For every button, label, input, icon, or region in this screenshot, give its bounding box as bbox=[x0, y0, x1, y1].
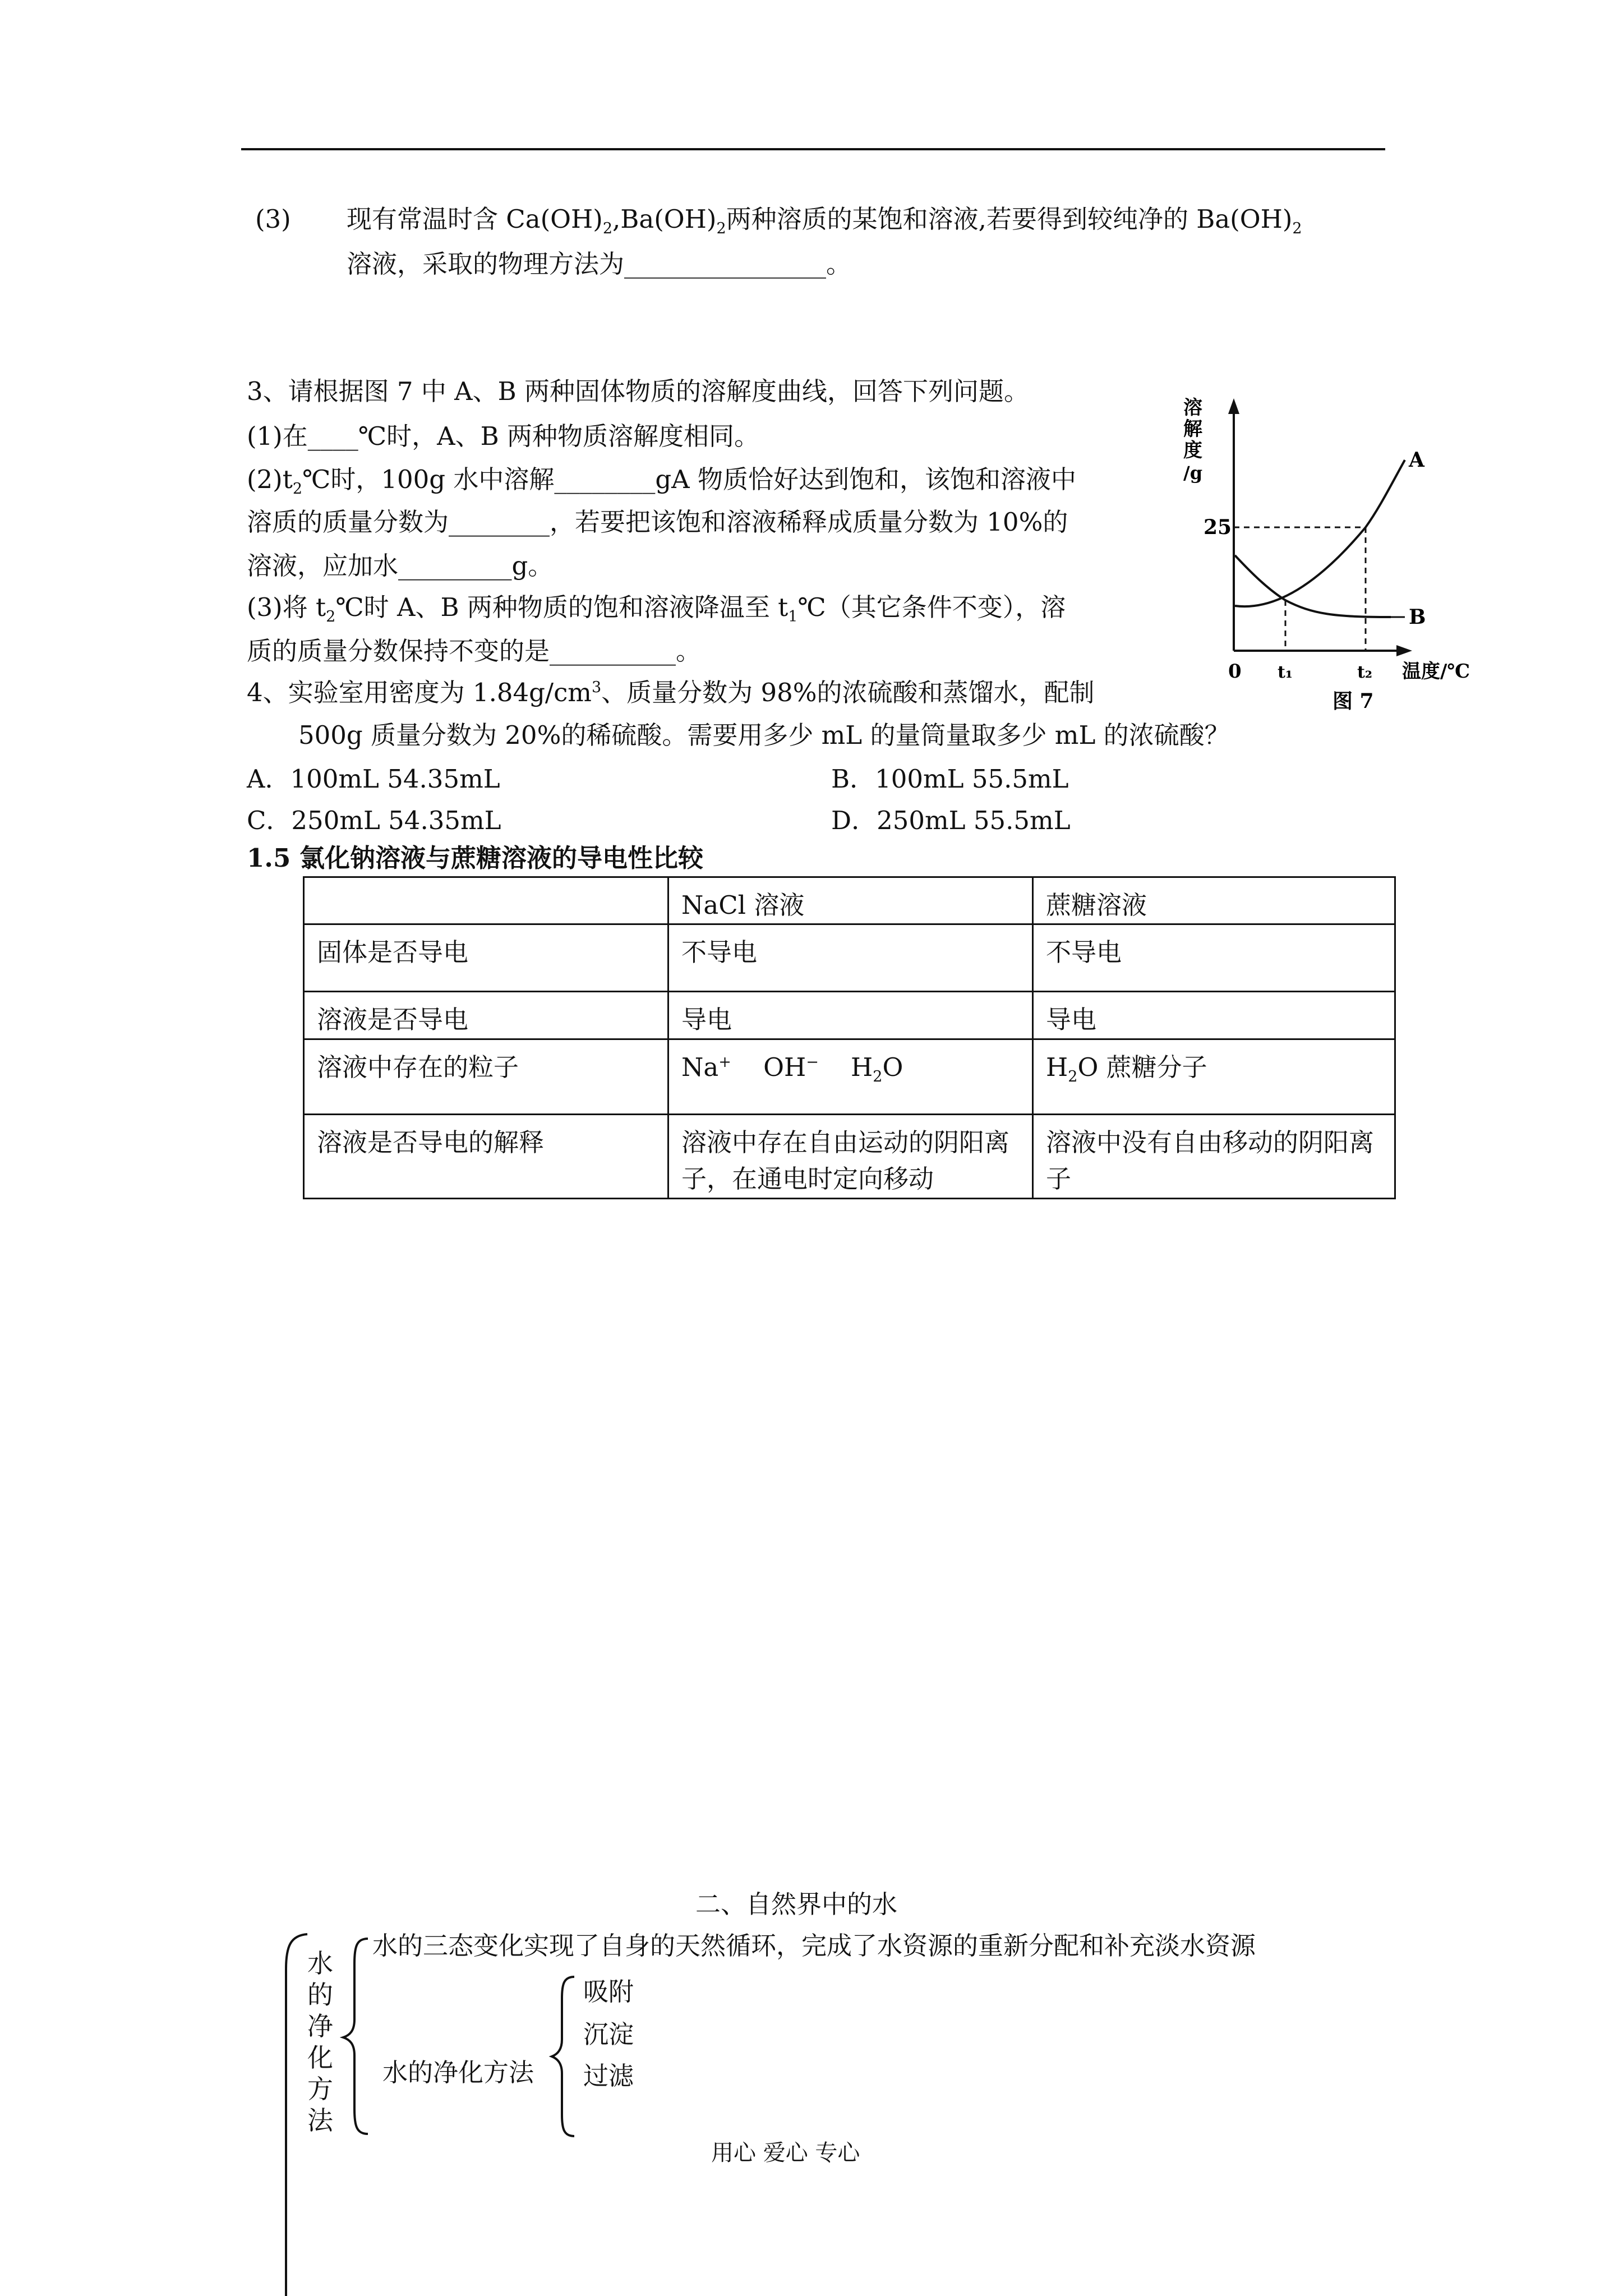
x-axis-arrow bbox=[1396, 645, 1412, 656]
table-row bbox=[304, 1039, 1395, 1114]
table-cell-particles-sugar: $H_2O$ 蔗糖分子 bbox=[1033, 1039, 1395, 1114]
q4-line1: 4、实验室用密度为 $1.84g/cm^3$、质量分数为 98%的浓硫酸和蒸馏水，配制 bbox=[247, 678, 1095, 707]
curve-b-label: B bbox=[1409, 605, 1426, 629]
method-item: 过滤 bbox=[583, 2061, 634, 2091]
section-2-title: 二、自然界中的水 bbox=[695, 1889, 898, 1919]
q4-option-b: B．100mL 55.5mL bbox=[831, 764, 1069, 794]
table-cell: 溶液中没有自由移动的阴阳离子 bbox=[1033, 1114, 1395, 1198]
curve-a bbox=[1235, 460, 1405, 606]
curve-b bbox=[1235, 555, 1391, 617]
table-header-cell bbox=[304, 877, 668, 924]
origin-label: 0 bbox=[1228, 660, 1242, 683]
inner-brace bbox=[340, 1935, 374, 2137]
table-cell: 不导电 bbox=[1033, 924, 1395, 992]
method-item: 吸附 bbox=[583, 1977, 634, 2007]
table-cell: 溶液是否导电的解释 bbox=[304, 1114, 668, 1198]
q4-option-c: C．250mL 54.35mL bbox=[247, 806, 501, 835]
conductivity-table bbox=[303, 876, 1396, 1199]
table-row bbox=[304, 1114, 1395, 1198]
q3-part1: (1)在____℃时，A、B 两种物质溶解度相同。 bbox=[247, 421, 759, 451]
curve-a-label: A bbox=[1409, 448, 1424, 472]
solubility-figure-7 bbox=[1166, 387, 1525, 724]
table-cell-particles-nacl: Na+ OH− $H_2O$ bbox=[668, 1039, 1033, 1114]
section-1-5-title: 1.5 氯化钠溶液与蔗糖溶液的导电性比较 bbox=[247, 843, 703, 873]
table-row bbox=[304, 992, 1395, 1039]
y-label-char-2: 解 bbox=[1183, 418, 1202, 440]
q3-part2-line1: $(2)t_2℃$时，100g 水中溶解________gA 物质恰好达到饱和，该饱和溶液中 bbox=[247, 464, 1076, 498]
x-tick-t1: t₁ bbox=[1278, 662, 1293, 682]
footer-motto: 用心 爱心 专心 bbox=[711, 2140, 860, 2166]
q4-line2: 500g 质量分数为 20%的稀硫酸。需要用多少 mL 的量筒量取多少 mL 的浓硫酸？ bbox=[298, 720, 1230, 750]
water-cycle-line: 水的三态变化实现了自身的天然循环，完成了水资源的重新分配和补充淡水资源 bbox=[372, 1931, 1256, 1961]
figure-caption: 图 7 bbox=[1332, 689, 1374, 713]
q4-option-a: A．100mL 54.35mL bbox=[247, 764, 500, 794]
table-header-cell: NaCl 溶液 bbox=[668, 877, 1033, 924]
header-rule bbox=[241, 148, 1385, 150]
table-cell: 导电 bbox=[1033, 992, 1395, 1039]
table-cell: 溶液中存在的粒子 bbox=[304, 1039, 668, 1114]
q3-part3-line2: 质的质量分数保持不变的是__________。 bbox=[247, 636, 702, 666]
vertical-label: 水 的 净 化 方 法 bbox=[307, 1948, 333, 2136]
methods-brace bbox=[548, 1973, 580, 2142]
q4-option-d: D．250mL 55.5mL bbox=[831, 806, 1071, 835]
table-header-row bbox=[304, 877, 1395, 924]
x-tick-t2: t₂ bbox=[1357, 662, 1372, 682]
q2-part3-line2: 溶液，采取的物理方法为________________。 bbox=[347, 249, 852, 279]
y-label-char-3: 度 bbox=[1183, 439, 1202, 462]
table-cell: 溶液中存在自由运动的阴阳离子，在通电时定向移动 bbox=[668, 1114, 1033, 1198]
q3-part3-line1: (3)将 $t_2℃$时 A、B 两种物质的饱和溶液降温至 $t_1℃$（其它条件不变），溶 bbox=[247, 592, 1066, 625]
table-cell: 溶液是否导电 bbox=[304, 992, 668, 1039]
q3-part2-line2: 溶质的质量分数为________，若要把该饱和溶液稀释成质量分数为 10%的 bbox=[247, 507, 1068, 537]
q2-part3-number: (3) bbox=[255, 204, 291, 234]
table-header-cell: 蔗糖溶液 bbox=[1033, 877, 1395, 924]
method-item: 沉淀 bbox=[583, 2019, 634, 2049]
y-label-unit: /g bbox=[1183, 462, 1203, 484]
table-cell: 固体是否导电 bbox=[304, 924, 668, 992]
y-axis-arrow bbox=[1228, 398, 1239, 414]
q2-part3-line1: 现有常温时含 $Ca(OH)_2,Ba(OH)_2$两种溶质的某饱和溶液,若要得到较纯净的 $Ba(OH)_2$ bbox=[347, 204, 1302, 237]
y-label-char-1: 溶 bbox=[1183, 397, 1202, 419]
q3-intro: 3、请根据图 7 中 A、B 两种固体物质的溶解度曲线，回答下列问题。 bbox=[247, 376, 1030, 406]
y-tick-25: 25 bbox=[1204, 516, 1232, 539]
table-cell: 导电 bbox=[668, 992, 1033, 1039]
x-axis-label: 温度/℃ bbox=[1402, 660, 1470, 683]
table-cell: 不导电 bbox=[668, 924, 1033, 992]
purification-methods-label: 水的净化方法 bbox=[382, 2058, 534, 2087]
table-row bbox=[304, 924, 1395, 992]
q3-part2-line3: 溶液，应加水_________g。 bbox=[247, 551, 554, 581]
